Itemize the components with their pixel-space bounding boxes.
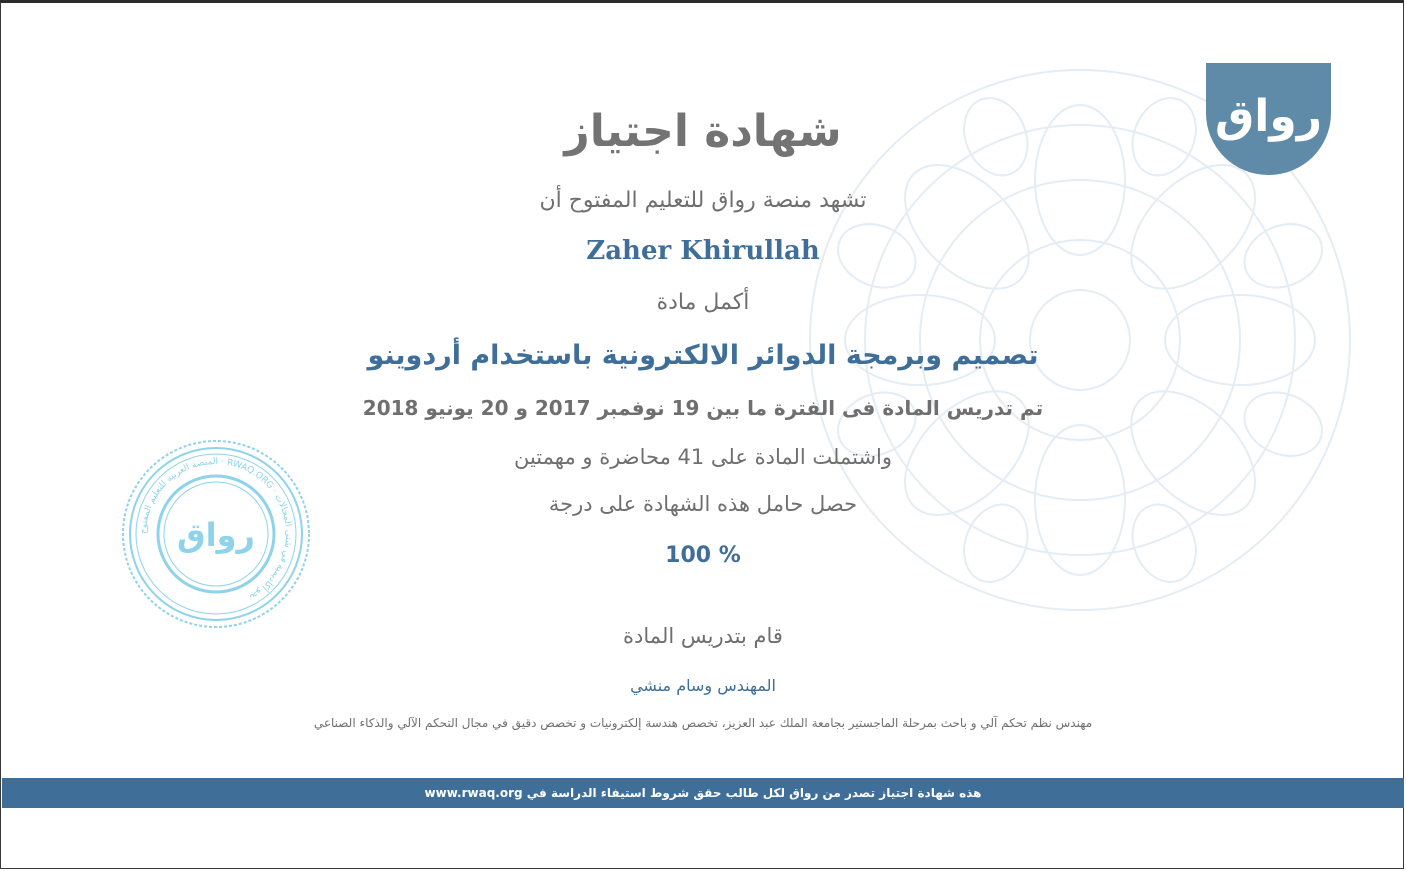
course-lectures: واشتملت المادة على 41 محاضرة و مهمتين xyxy=(513,445,893,469)
grade-label: حصل حامل هذه الشهادة على درجة xyxy=(548,492,858,516)
seal-center-text: رواق xyxy=(177,516,255,554)
taught-by-label: قام بتدريس المادة xyxy=(623,624,783,648)
grade-value: % 100 xyxy=(665,543,741,568)
instructor-bio: مهندس نظم تحكم آلي و باحث بمرحلة الماجستير بجامعة الملك عبد العزيز، تخصص هندسة إلكترونيات و تخصص دقيق في مجال التحكم الآلي والذكاء الصناعي xyxy=(313,716,1093,730)
certificate-subtitle: تشهد منصة رواق للتعليم المفتوح أن xyxy=(539,188,867,213)
course-period: تم تدريس المادة فى الفترة ما بين 19 نوفمبر 2017 و 20 يونيو 2018 xyxy=(362,396,1044,420)
completed-label: أكمل مادة xyxy=(656,290,750,315)
rwaq-logo-text: رواق xyxy=(1214,90,1323,142)
certificate-title: شهادة اجتياز xyxy=(564,106,842,157)
course-title: تصميم وبرمجة الدوائر الالكترونية باستخدام أردوينو xyxy=(367,340,1039,371)
footer-bar xyxy=(2,778,1404,808)
instructor-name: المهندس وسام منشي xyxy=(630,676,776,695)
seal-ring-text: المنصة العربية للتعليم المفتوح · RWAQ.ORG · نحو أكاديمية في شتى المجالات xyxy=(138,456,294,603)
footer-text: هذه شهادة اجتياز تصدر من رواق لكل طالب حقق شروط استيفاء الدراسة في www.rwaq.org xyxy=(424,786,982,800)
student-name: Zaher Khirullah xyxy=(586,236,820,266)
